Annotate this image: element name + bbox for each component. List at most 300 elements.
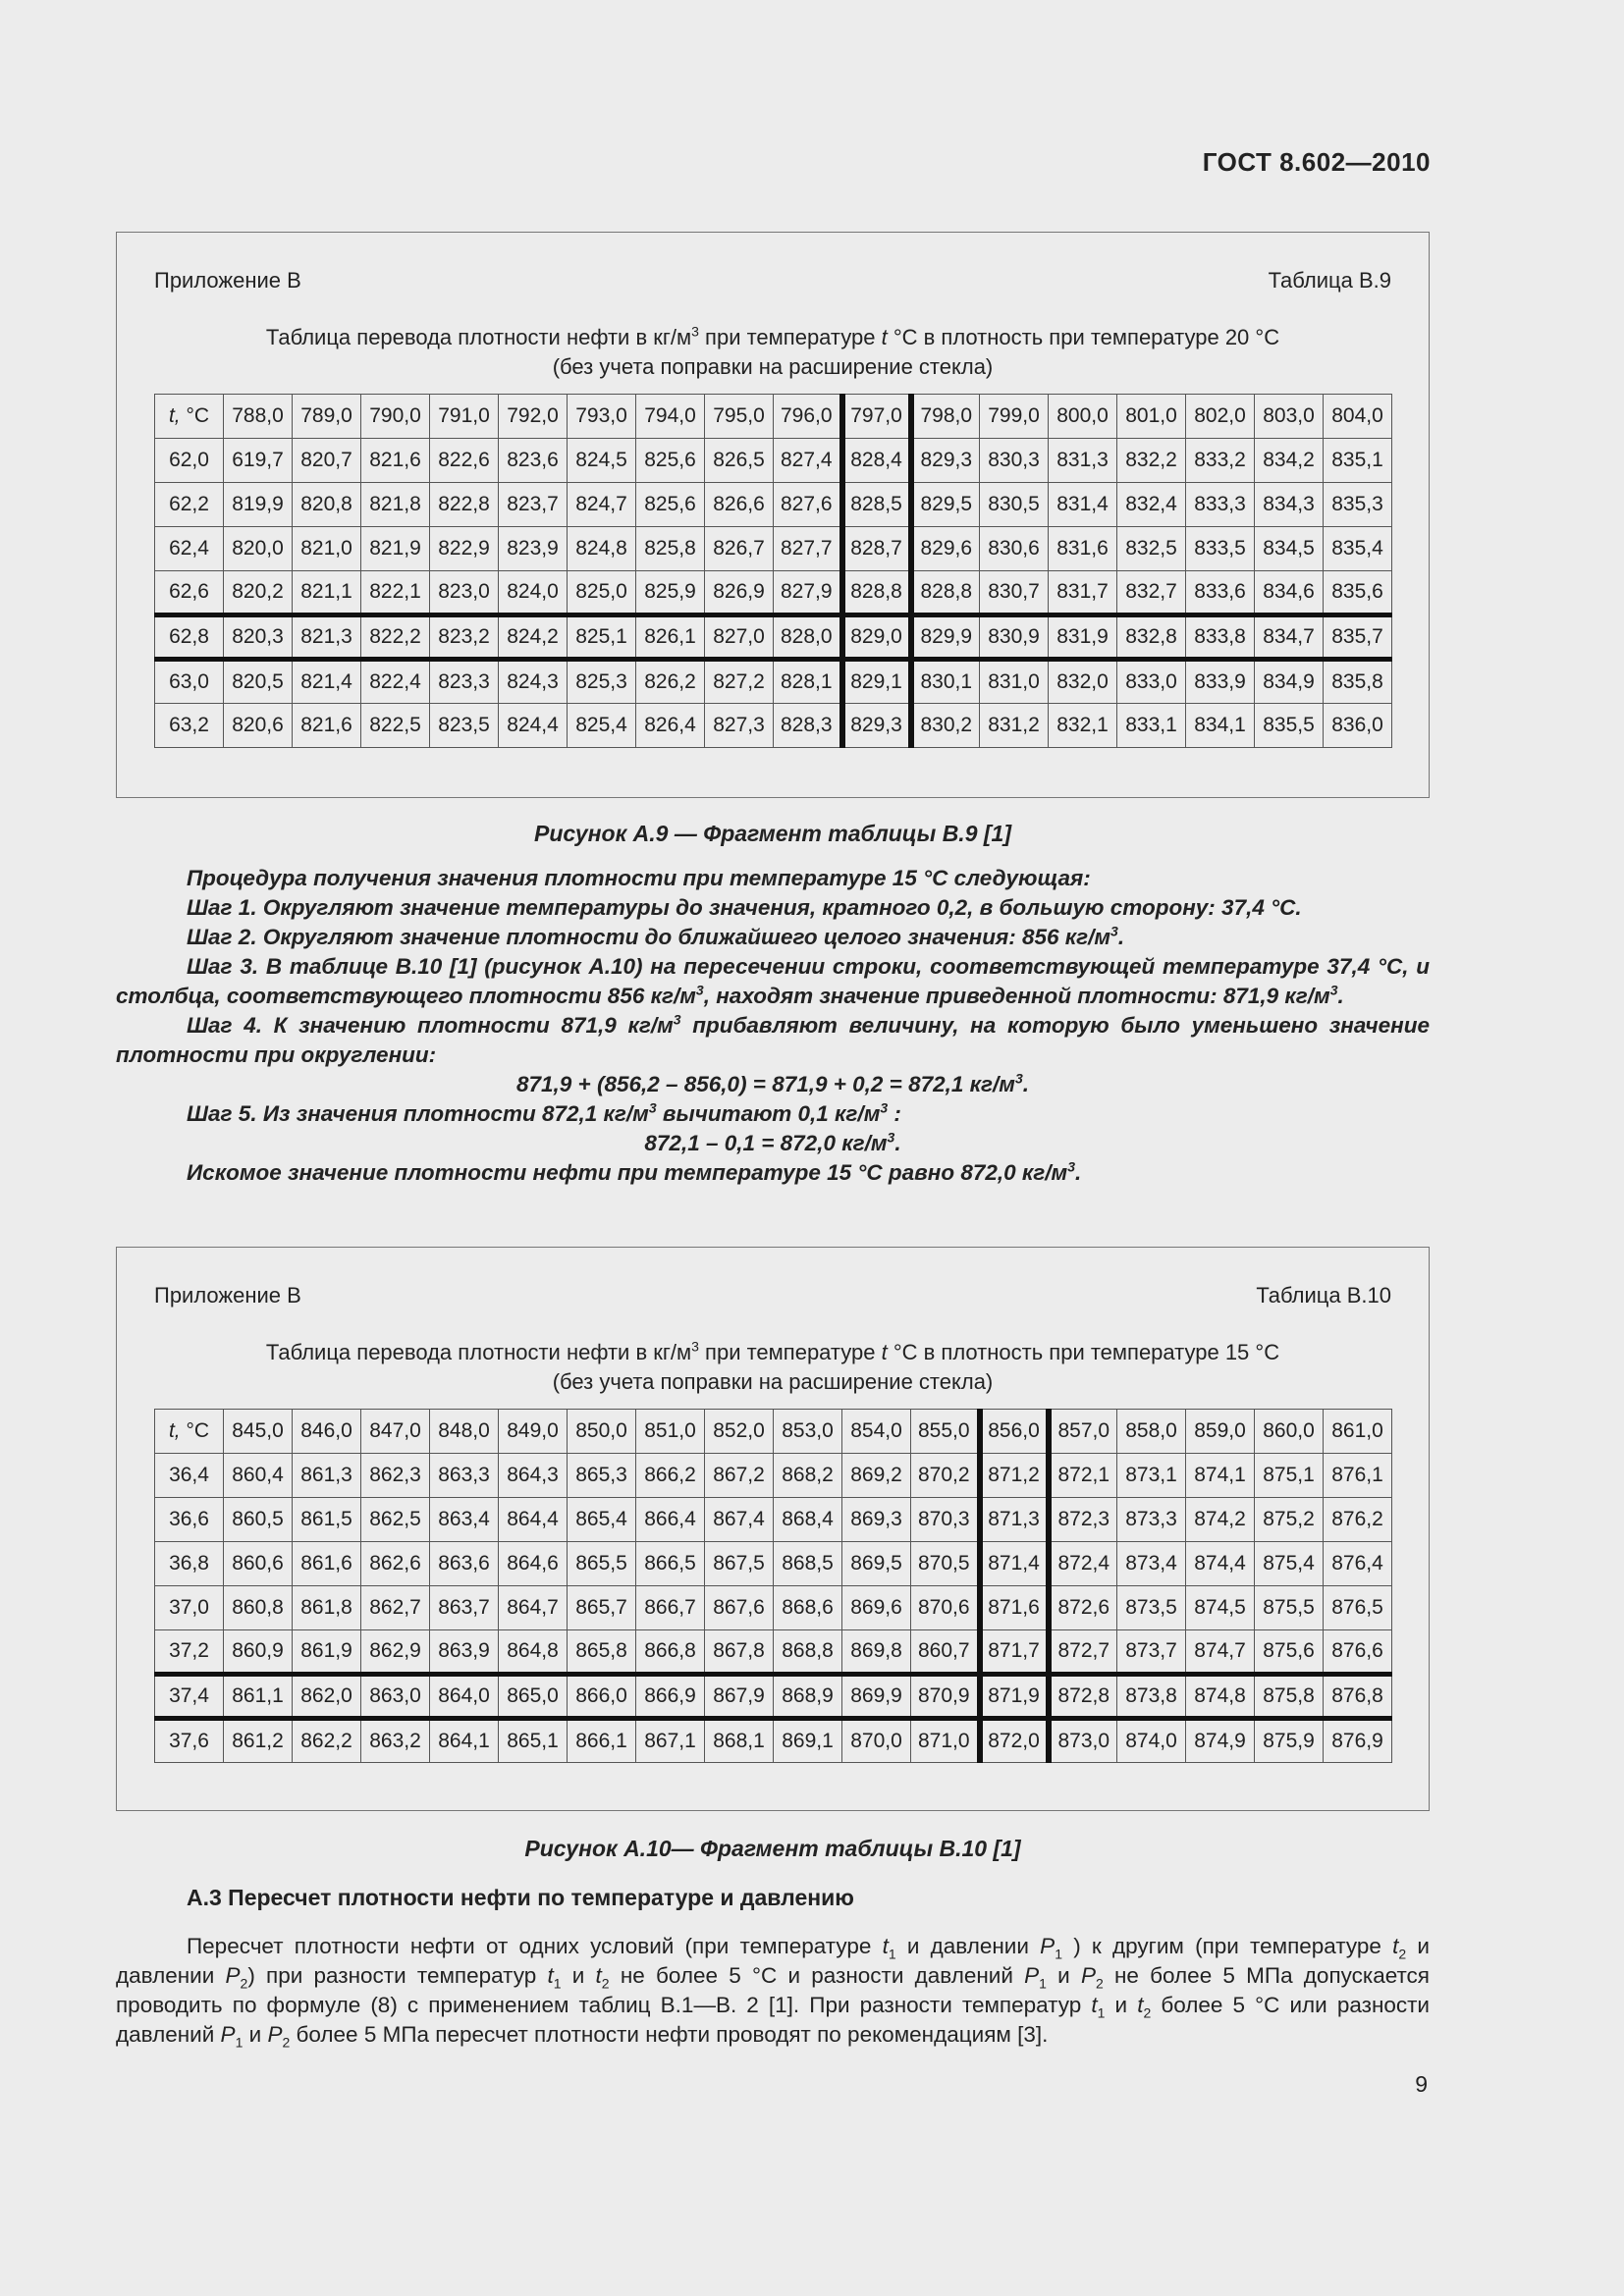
table-cell: 824,2 — [499, 615, 568, 660]
table-cell: 824,3 — [499, 660, 568, 704]
figure-a9-caption: Рисунок А.9 — Фрагмент таблицы В.9 [1] — [534, 821, 1011, 846]
table-row — [155, 1586, 1392, 1630]
table-cell: 829,1 — [842, 660, 911, 704]
table-cell: 827,9 — [774, 571, 842, 615]
table-cell: 866,0 — [568, 1675, 636, 1719]
table-cell: 820,7 — [293, 439, 361, 483]
table-cell: 826,2 — [636, 660, 705, 704]
table-cell: 835,3 — [1324, 483, 1392, 527]
table-cell: 873,1 — [1117, 1454, 1186, 1498]
table-cell: 826,7 — [705, 527, 774, 571]
row-temperature: 62,4 — [155, 527, 224, 571]
table-cell: 869,8 — [842, 1630, 911, 1675]
table-cell: 830,3 — [980, 439, 1049, 483]
table-cell: 835,5 — [1255, 704, 1324, 748]
table-cell: 871,6 — [980, 1586, 1049, 1630]
table-cell: 862,7 — [361, 1586, 430, 1630]
table-cell: 866,9 — [636, 1675, 705, 1719]
table-cell: 867,2 — [705, 1454, 774, 1498]
row-temperature: 62,6 — [155, 571, 224, 615]
table-cell: 829,3 — [911, 439, 980, 483]
table-cell: 866,7 — [636, 1586, 705, 1630]
table-cell: 822,4 — [361, 660, 430, 704]
table-cell: 870,6 — [911, 1586, 980, 1630]
column-header: 857,0 — [1049, 1410, 1117, 1454]
table-cell: 828,8 — [911, 571, 980, 615]
table-cell: 861,9 — [293, 1630, 361, 1675]
table-cell: 835,8 — [1324, 660, 1392, 704]
table-cell: 865,3 — [568, 1454, 636, 1498]
table-cell: 824,7 — [568, 483, 636, 527]
table-cell: 862,0 — [293, 1675, 361, 1719]
table-cell: 830,5 — [980, 483, 1049, 527]
column-header: 846,0 — [293, 1410, 361, 1454]
table-cell: 825,9 — [636, 571, 705, 615]
column-header: 850,0 — [568, 1410, 636, 1454]
table-cell: 831,6 — [1049, 527, 1117, 571]
table-cell: 871,0 — [911, 1719, 980, 1763]
table-cell: 827,4 — [774, 439, 842, 483]
row-temperature: 63,0 — [155, 660, 224, 704]
table-cell: 835,1 — [1324, 439, 1392, 483]
table-cell: 869,5 — [842, 1542, 911, 1586]
table-cell: 821,9 — [361, 527, 430, 571]
table-cell: 830,9 — [980, 615, 1049, 660]
table-subtitle: (без учета поправки на расширение стекла) — [552, 354, 994, 379]
table-cell: 822,1 — [361, 571, 430, 615]
table-cell: 861,3 — [293, 1454, 361, 1498]
table-cell: 870,0 — [842, 1719, 911, 1763]
table-cell: 866,2 — [636, 1454, 705, 1498]
table-cell: 867,8 — [705, 1630, 774, 1675]
table-cell: 820,8 — [293, 483, 361, 527]
table-cell: 826,5 — [705, 439, 774, 483]
table-cell: 861,8 — [293, 1586, 361, 1630]
table-cell: 863,2 — [361, 1719, 430, 1763]
table-cell: 823,0 — [430, 571, 499, 615]
table-cell: 834,6 — [1255, 571, 1324, 615]
table-cell: 866,8 — [636, 1630, 705, 1675]
column-header: 849,0 — [499, 1410, 568, 1454]
table-row — [155, 483, 1392, 527]
table-cell: 821,6 — [293, 704, 361, 748]
table-cell: 861,5 — [293, 1498, 361, 1542]
table-cell: 867,5 — [705, 1542, 774, 1586]
density-table-b10 — [154, 1409, 1392, 1763]
table-cell: 870,3 — [911, 1498, 980, 1542]
table-cell: 874,4 — [1186, 1542, 1255, 1586]
table-cell: 833,1 — [1117, 704, 1186, 748]
table-header-row — [155, 1410, 1392, 1454]
section-title: А.3 Пересчет плотности нефти по температуре и давлению — [187, 1885, 854, 1910]
column-header: 802,0 — [1186, 395, 1255, 439]
table-cell: 823,5 — [430, 704, 499, 748]
table-cell: 863,7 — [430, 1586, 499, 1630]
table-cell: 873,4 — [1117, 1542, 1186, 1586]
table-cell: 825,6 — [636, 439, 705, 483]
table-cell: 831,3 — [1049, 439, 1117, 483]
table-cell: 826,9 — [705, 571, 774, 615]
column-header: 845,0 — [224, 1410, 293, 1454]
table-cell: 864,6 — [499, 1542, 568, 1586]
table-cell: 874,2 — [1186, 1498, 1255, 1542]
row-temperature: 62,8 — [155, 615, 224, 660]
table-cell: 872,4 — [1049, 1542, 1117, 1586]
column-header: 799,0 — [980, 395, 1049, 439]
table-cell: 821,8 — [361, 483, 430, 527]
column-header: 789,0 — [293, 395, 361, 439]
table-cell: 831,0 — [980, 660, 1049, 704]
table-cell: 825,6 — [636, 483, 705, 527]
table-cell: 873,3 — [1117, 1498, 1186, 1542]
table-cell: 868,8 — [774, 1630, 842, 1675]
table-cell: 829,9 — [911, 615, 980, 660]
table-cell: 876,9 — [1324, 1719, 1392, 1763]
table-cell: 825,8 — [636, 527, 705, 571]
table-cell: 823,2 — [430, 615, 499, 660]
table-cell: 820,5 — [224, 660, 293, 704]
table-cell: 822,2 — [361, 615, 430, 660]
table-cell: 876,5 — [1324, 1586, 1392, 1630]
table-cell: 830,1 — [911, 660, 980, 704]
row-temperature: 37,2 — [155, 1630, 224, 1675]
column-header: 797,0 — [842, 395, 911, 439]
table-cell: 865,7 — [568, 1586, 636, 1630]
table-cell: 821,3 — [293, 615, 361, 660]
table-cell: 835,6 — [1324, 571, 1392, 615]
table-row — [155, 1675, 1392, 1719]
table-cell: 825,3 — [568, 660, 636, 704]
table-cell: 873,5 — [1117, 1586, 1186, 1630]
table-cell: 826,4 — [636, 704, 705, 748]
column-header: 851,0 — [636, 1410, 705, 1454]
row-temperature: 36,6 — [155, 1498, 224, 1542]
table-cell: 875,2 — [1255, 1498, 1324, 1542]
table-cell: 832,5 — [1117, 527, 1186, 571]
table-cell: 828,1 — [774, 660, 842, 704]
table-cell: 827,3 — [705, 704, 774, 748]
table-cell: 864,1 — [430, 1719, 499, 1763]
table-cell: 825,0 — [568, 571, 636, 615]
table-row — [155, 615, 1392, 660]
column-header: 858,0 — [1117, 1410, 1186, 1454]
table-cell: 870,5 — [911, 1542, 980, 1586]
column-header: 790,0 — [361, 395, 430, 439]
table-cell: 822,6 — [430, 439, 499, 483]
table-cell: 865,8 — [568, 1630, 636, 1675]
table-cell: 825,4 — [568, 704, 636, 748]
procedure-step-4: Шаг 4. К значению плотности 871,9 $кг/м^3$ прибавляют величину, на которую было уменьшено значение плотности при округлении: — [116, 1011, 1430, 1067]
column-header: 791,0 — [430, 395, 499, 439]
table-row — [155, 1542, 1392, 1586]
table-cell: 861,6 — [293, 1542, 361, 1586]
table-cell: 874,5 — [1186, 1586, 1255, 1630]
table-cell: 871,7 — [980, 1630, 1049, 1675]
table-cell: 873,7 — [1117, 1630, 1186, 1675]
table-cell: 864,7 — [499, 1586, 568, 1630]
table-cell: 834,2 — [1255, 439, 1324, 483]
table-cell: 833,8 — [1186, 615, 1255, 660]
table-cell: 863,6 — [430, 1542, 499, 1586]
appendix-label: Приложение В — [154, 1283, 301, 1308]
table-cell: 833,0 — [1117, 660, 1186, 704]
table-cell: 831,7 — [1049, 571, 1117, 615]
table-cell: 867,9 — [705, 1675, 774, 1719]
table-cell: 827,6 — [774, 483, 842, 527]
table-cell: 866,1 — [568, 1719, 636, 1763]
table-cell: 869,9 — [842, 1675, 911, 1719]
table-cell: 863,0 — [361, 1675, 430, 1719]
table-cell: 822,8 — [430, 483, 499, 527]
table-cell: 863,3 — [430, 1454, 499, 1498]
table-cell: 835,4 — [1324, 527, 1392, 571]
procedure-step-3: Шаг 3. В таблице В.10 [1] (рисунок А.10) на пересечении строки, соответствующей температуре 37,4 °С, и столбца, соответствующего плотности 856 $кг/м^3$, находят значение приведенной плотности: 871,9 $кг/м^3$. — [116, 954, 1430, 1008]
table-cell: 868,2 — [774, 1454, 842, 1498]
table-cell: 860,4 — [224, 1454, 293, 1498]
table-cell: 869,3 — [842, 1498, 911, 1542]
table-cell: 836,0 — [1324, 704, 1392, 748]
table-cell: 864,3 — [499, 1454, 568, 1498]
table-cell: 832,4 — [1117, 483, 1186, 527]
procedure-text — [116, 864, 1430, 1188]
row-temperature: 62,0 — [155, 439, 224, 483]
table-cell: 865,0 — [499, 1675, 568, 1719]
table-cell: 866,5 — [636, 1542, 705, 1586]
column-header: 801,0 — [1117, 395, 1186, 439]
table-cell: 833,6 — [1186, 571, 1255, 615]
table-cell: 872,3 — [1049, 1498, 1117, 1542]
procedure-step-5: Шаг 5. Из значения плотности 872,1 $кг/м^3$ вычитают 0,1 $кг/м^3$ : — [187, 1099, 901, 1126]
table-cell: 828,3 — [774, 704, 842, 748]
table-cell: 834,1 — [1186, 704, 1255, 748]
table-cell: 860,6 — [224, 1542, 293, 1586]
table-cell: 862,9 — [361, 1630, 430, 1675]
table-cell: 821,1 — [293, 571, 361, 615]
table-cell: 834,3 — [1255, 483, 1324, 527]
table-cell: 871,4 — [980, 1542, 1049, 1586]
table-cell: 871,2 — [980, 1454, 1049, 1498]
table-cell: 873,0 — [1049, 1719, 1117, 1763]
table-cell: 820,2 — [224, 571, 293, 615]
figure-a10-caption: Рисунок А.10— Фрагмент таблицы В.10 [1] — [524, 1836, 1021, 1861]
table-cell: 830,6 — [980, 527, 1049, 571]
column-header: 847,0 — [361, 1410, 430, 1454]
table-cell: 820,6 — [224, 704, 293, 748]
figure-a9-box — [116, 232, 1430, 798]
table-cell: 832,0 — [1049, 660, 1117, 704]
table-row — [155, 1498, 1392, 1542]
row-temperature: 37,0 — [155, 1586, 224, 1630]
table-cell: 872,1 — [1049, 1454, 1117, 1498]
table-cell: 829,3 — [842, 704, 911, 748]
table-cell: 830,7 — [980, 571, 1049, 615]
column-header: 861,0 — [1324, 1410, 1392, 1454]
table-cell: 821,4 — [293, 660, 361, 704]
column-header: 788,0 — [224, 395, 293, 439]
table-cell: 876,4 — [1324, 1542, 1392, 1586]
row-temperature: 37,4 — [155, 1675, 224, 1719]
table-cell: 867,4 — [705, 1498, 774, 1542]
column-header: 803,0 — [1255, 395, 1324, 439]
table-cell: 833,2 — [1186, 439, 1255, 483]
table-cell: 826,6 — [705, 483, 774, 527]
table-cell: 820,0 — [224, 527, 293, 571]
table-cell: 832,7 — [1117, 571, 1186, 615]
column-header: 854,0 — [842, 1410, 911, 1454]
table-cell: 827,0 — [705, 615, 774, 660]
table-cell: 824,8 — [568, 527, 636, 571]
table-cell: 864,8 — [499, 1630, 568, 1675]
table-cell: 826,1 — [636, 615, 705, 660]
column-header: 793,0 — [568, 395, 636, 439]
table-cell: 825,1 — [568, 615, 636, 660]
table-cell: 833,9 — [1186, 660, 1255, 704]
table-cell: 860,5 — [224, 1498, 293, 1542]
table-cell: 874,0 — [1117, 1719, 1186, 1763]
column-header: 848,0 — [430, 1410, 499, 1454]
table-row — [155, 527, 1392, 571]
table-cell: 860,9 — [224, 1630, 293, 1675]
table-label: Таблица В.10 — [1256, 1283, 1391, 1308]
table-cell: 834,5 — [1255, 527, 1324, 571]
table-cell: 823,6 — [499, 439, 568, 483]
table-cell: 828,0 — [774, 615, 842, 660]
table-cell: 867,6 — [705, 1586, 774, 1630]
row-temperature: 37,6 — [155, 1719, 224, 1763]
table-cell: 861,1 — [224, 1675, 293, 1719]
table-cell: 867,1 — [636, 1719, 705, 1763]
table-cell: 865,1 — [499, 1719, 568, 1763]
table-cell: 819,9 — [224, 483, 293, 527]
table-cell: 829,6 — [911, 527, 980, 571]
table-title: Таблица перевода плотности нефти в $кг/м^3$ при температуре t °С в плотность при температуре 20 °С (без учета поправки на расширение стекла) — [117, 323, 1429, 382]
section-paragraph: Пересчет плотности нефти от одних условий (при температуре $t_1$ и давлении $P_1$ ) к другим (при температуре $t_2$ и давлении $P_2$) при разности температур $t_1$ и $t_2$ не более 5 °С и разности давлений $P_1$ и $P_2$ не более 5 МПа допускается проводить по формуле (8) с применением таблиц В.1—В. 2 [1]. При разности температур $t_1$ и $t_2$ более 5 °С или разности давлений $P_1$ и $P_2$ более 5 МПа пересчет плотности нефти проводят по рекомендациям [3]. — [116, 1934, 1431, 2051]
table-cell: 832,2 — [1117, 439, 1186, 483]
table-cell: 876,6 — [1324, 1630, 1392, 1675]
table-cell: 834,9 — [1255, 660, 1324, 704]
table-cell: 822,5 — [361, 704, 430, 748]
table-cell: 862,2 — [293, 1719, 361, 1763]
table-cell: 822,9 — [430, 527, 499, 571]
table-cell: 860,8 — [224, 1586, 293, 1630]
row-temperature: 36,8 — [155, 1542, 224, 1586]
table-cell: 831,4 — [1049, 483, 1117, 527]
table-cell: 870,2 — [911, 1454, 980, 1498]
table-cell: 865,5 — [568, 1542, 636, 1586]
row-temperature: 36,4 — [155, 1454, 224, 1498]
table-row — [155, 1719, 1392, 1763]
table-cell: 870,9 — [911, 1675, 980, 1719]
column-header: 853,0 — [774, 1410, 842, 1454]
table-title: Таблица перевода плотности нефти в $кг/м^3$ при температуре t °С в плотность при температуре 15 °С (без учета поправки на расширение стекла) — [117, 1338, 1429, 1397]
appendix-label: Приложение В — [154, 268, 301, 293]
table-row — [155, 1454, 1392, 1498]
table-cell: 868,1 — [705, 1719, 774, 1763]
table-cell: 823,9 — [499, 527, 568, 571]
table-cell: 875,1 — [1255, 1454, 1324, 1498]
table-cell: 831,9 — [1049, 615, 1117, 660]
table-row — [155, 571, 1392, 615]
table-cell: 866,4 — [636, 1498, 705, 1542]
table-cell: 874,1 — [1186, 1454, 1255, 1498]
table-cell: 875,6 — [1255, 1630, 1324, 1675]
table-cell: 830,2 — [911, 704, 980, 748]
column-header: 856,0 — [980, 1410, 1049, 1454]
table-cell: 875,4 — [1255, 1542, 1324, 1586]
table-cell: 828,7 — [842, 527, 911, 571]
table-cell: 872,8 — [1049, 1675, 1117, 1719]
table-cell: 874,7 — [1186, 1630, 1255, 1675]
table-cell: 827,7 — [774, 527, 842, 571]
procedure-formula-2: 872,1 – 0,1 = 872,0 $кг/м^3$. — [644, 1129, 901, 1155]
table-row — [155, 704, 1392, 748]
density-table-b9 — [154, 394, 1392, 748]
table-cell: 871,3 — [980, 1498, 1049, 1542]
table-cell: 875,9 — [1255, 1719, 1324, 1763]
table-cell: 834,7 — [1255, 615, 1324, 660]
table-cell: 874,9 — [1186, 1719, 1255, 1763]
table-cell: 872,0 — [980, 1719, 1049, 1763]
table-cell: 824,0 — [499, 571, 568, 615]
table-cell: 864,0 — [430, 1675, 499, 1719]
table-cell: 864,4 — [499, 1498, 568, 1542]
table-cell: 824,5 — [568, 439, 636, 483]
table-cell: 862,5 — [361, 1498, 430, 1542]
column-header: 792,0 — [499, 395, 568, 439]
procedure-step-1: Шаг 1. Округляют значение температуры до значения, кратного 0,2, в большую сторону: 37,4 °С. — [187, 895, 1302, 920]
table-row — [155, 1630, 1392, 1675]
table-cell: 874,8 — [1186, 1675, 1255, 1719]
procedure-step-2: Шаг 2. Округляют значение плотности до ближайшего целого значения: 856 $кг/м^3$. — [187, 923, 1125, 949]
table-cell: 833,5 — [1186, 527, 1255, 571]
procedure-formula-1: 871,9 + (856,2 – 856,0) = 871,9 + 0,2 = 872,1 $кг/м^3$. — [516, 1070, 1029, 1096]
table-header-row — [155, 395, 1392, 439]
table-row — [155, 439, 1392, 483]
table-cell: 872,6 — [1049, 1586, 1117, 1630]
procedure-result: Искомое значение плотности нефти при температуре 15 °С равно 872,0 $кг/м^3$. — [187, 1158, 1082, 1185]
corner-cell: t, °С — [155, 1410, 224, 1454]
table-cell: 820,3 — [224, 615, 293, 660]
table-cell: 862,3 — [361, 1454, 430, 1498]
table-cell: 824,4 — [499, 704, 568, 748]
column-header: 794,0 — [636, 395, 705, 439]
row-temperature: 63,2 — [155, 704, 224, 748]
column-header: 796,0 — [774, 395, 842, 439]
table-cell: 861,2 — [224, 1719, 293, 1763]
table-cell: 875,5 — [1255, 1586, 1324, 1630]
table-cell: 833,3 — [1186, 483, 1255, 527]
table-cell: 876,1 — [1324, 1454, 1392, 1498]
table-cell: 821,0 — [293, 527, 361, 571]
table-cell: 869,6 — [842, 1586, 911, 1630]
table-cell: 828,8 — [842, 571, 911, 615]
table-cell: 821,6 — [361, 439, 430, 483]
table-cell: 868,9 — [774, 1675, 842, 1719]
table-cell: 872,7 — [1049, 1630, 1117, 1675]
table-cell: 863,9 — [430, 1630, 499, 1675]
table-label: Таблица В.9 — [1268, 268, 1391, 293]
figure-a10-box — [116, 1247, 1430, 1811]
table-cell: 868,5 — [774, 1542, 842, 1586]
table-cell: 823,7 — [499, 483, 568, 527]
table-cell: 876,2 — [1324, 1498, 1392, 1542]
table-cell: 876,8 — [1324, 1675, 1392, 1719]
table-cell: 862,6 — [361, 1542, 430, 1586]
table-cell: 829,0 — [842, 615, 911, 660]
column-header: 860,0 — [1255, 1410, 1324, 1454]
column-header: 798,0 — [911, 395, 980, 439]
column-header: 795,0 — [705, 395, 774, 439]
